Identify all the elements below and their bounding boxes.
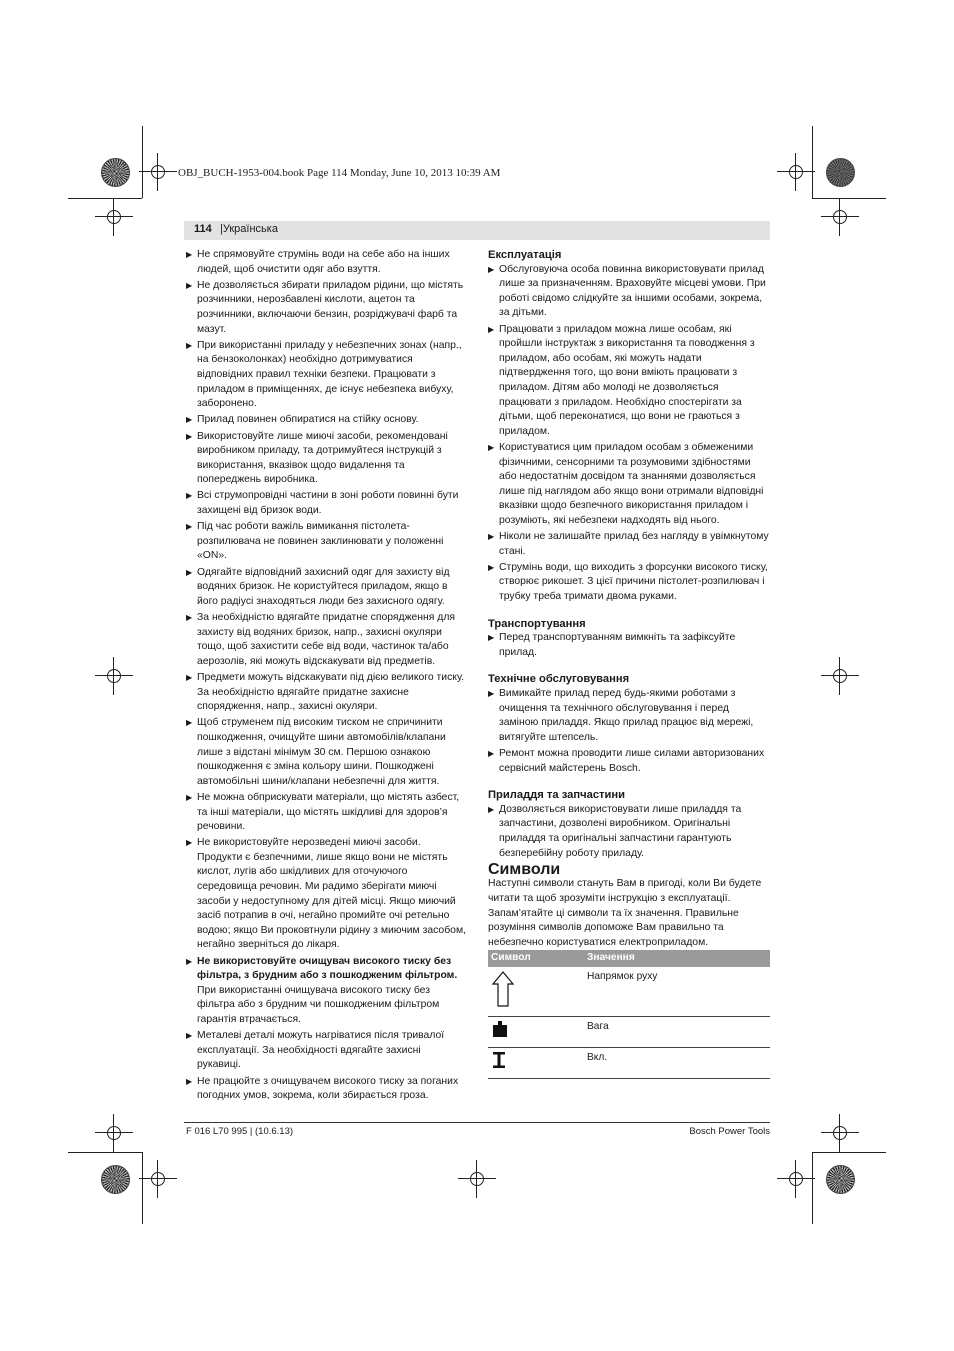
section-title-accessories: Приладдя та запчастини xyxy=(488,789,626,802)
col-header-meaning: Значення xyxy=(584,950,770,967)
list-item-text: Не використовуйте нерозведені миючі засоби. Продукти є безпечними, лише якщо вони не містять кислот, лугів або шкідливих для оточуючого середовища речовин. Ми радимо зберігати миючі засоби у недоступному для дітей місці. Якщо миючий засіб потрапив в очі, негайно промийте очі ретельно водою; якщо Ви проковтнули рідину з миючим засобом, негайно зверніться до лікаря. xyxy=(197,837,466,951)
list-item-text: Не можна обприскувати матеріали, що містять азбест, та інші матеріали, що містять шкідливі для здоров’я речовини. xyxy=(197,791,460,833)
list-item-text: Металеві деталі можуть нагріватися після тривалої експлуатації. За необхідності вдягайте захисні рукавиці. xyxy=(197,1030,445,1071)
bullet-triangle-icon: ▶ xyxy=(488,442,495,452)
symbol-cell xyxy=(488,967,584,1017)
bullet-triangle-icon: ▶ xyxy=(186,718,193,728)
list-item: ▶ Не використовуйте очищувач високого тиску без фільтра, з брудним або з пошкодженим фільтром. При використанні очищувача високого тиску без фільтра або з брудним чи пошкодженим фільтром гарантія втрачається. xyxy=(186,955,458,1025)
footer-rule xyxy=(184,1122,770,1123)
bullet-triangle-icon: ▶ xyxy=(186,613,193,622)
bullet-triangle-icon: ▶ xyxy=(186,280,193,290)
list-item xyxy=(488,687,770,745)
bullet-triangle-icon: ▶ xyxy=(186,672,193,682)
bullet-triangle-icon: ▶ xyxy=(186,567,193,577)
list-item xyxy=(186,248,466,277)
registration-mark-icon xyxy=(829,206,851,228)
list-item-text: Одягайте відповідний захисний одяг для захисту від водяних бризок. Не користуйтеся приладом, якщо в його радіусі знаходяться люди без захисного одягу. xyxy=(197,566,450,607)
list-item-text: Ремонт можна проводити лише силами авторизованих сервісний майстерень Bosch. xyxy=(499,747,765,774)
bullet-triangle-icon: ▶ xyxy=(488,633,495,643)
list-item xyxy=(186,520,466,564)
bullet-triangle-icon: ▶ xyxy=(186,431,193,441)
crop-mark xyxy=(68,1152,142,1153)
footer-brand: Bosch Power Tools xyxy=(689,1126,770,1137)
list-item xyxy=(186,430,466,488)
section-title-operation: Експлуатація xyxy=(488,249,562,261)
language-label: |Українська xyxy=(220,223,278,235)
list-item-text: Обслуговуюча особа повинна використовувати прилад лише за призначенням. Враховуйте місцеві умови. При роботі свідомо слідкуйте за іншими особами, зокрема, за дітьми. xyxy=(499,263,766,319)
color-rosette-icon xyxy=(826,158,855,187)
bullet-triangle-icon: ▶ xyxy=(186,838,193,848)
col-header-symbol: Символ xyxy=(488,950,584,967)
page-number: 114 xyxy=(194,223,212,235)
bullet-triangle-icon: ▶ xyxy=(186,1031,193,1041)
section-title-maintenance: Технічне обслуговування xyxy=(488,673,630,686)
list-item xyxy=(186,716,466,789)
list-item-text: Перед транспортуванням вимкніть та зафіксуйте прилад. xyxy=(499,632,736,658)
list-item-text: Не дозволяється збирати приладом рідини, що містять розчинники, нерозбавлені кислоти, ацетон та розчинники, включаючи бензин, розріджувачі фарб та мазут. xyxy=(197,279,464,335)
list-item xyxy=(488,561,770,605)
footer-doc-code: F 016 L70 995 | (10.6.13) xyxy=(186,1126,294,1137)
list-item xyxy=(488,747,770,776)
list-item xyxy=(186,836,466,953)
color-rosette-icon xyxy=(826,1165,855,1194)
list-item xyxy=(186,611,466,669)
list-item xyxy=(186,489,466,518)
list-item-text: Працювати з приладом можна лише особам, які пройшли інструктаж з використання та поводження з приладом, або особам, які можуть надати підтвердження того, що вони вміють працювати з приладом. Дітям або молоді не дозволяється працювати з приладом. Необхідно спостерігати за дітьми, щоб переконатися, що вони не граються з приладом. xyxy=(499,323,755,437)
list-item-text: Щоб струменем під високим тиском не спричинити пошкодження, очищуйте шини автомобілів/клапани лише з відстані мінімум 30 см. Першою ознакою пошкодження є зміна кольору шини. Пошкоджені автомобільні шини/клапани небезпечні для життя. xyxy=(197,717,446,787)
bullet-triangle-icon: ▶ xyxy=(186,250,193,259)
list-item-text: Користуватися цим приладом особам з обмеженими фізичними, сенсорними та розумовими здібностями або недостатнім досвідом та знаннями дозволяється лише під наглядом або якщо вони отримали відповідні вказівки щодо безпечного використання приладом і розуміють, які небезпеки надходять від нього. xyxy=(499,441,764,526)
crop-mark xyxy=(68,198,142,199)
list-item-text: Дозволяється використовувати лише приладдя та запчастини, дозволені виробником. Оригінальні приладдя та оригінальні запчастини гарантують безперебійну роботу приладу. xyxy=(499,803,742,859)
accessories-list xyxy=(488,803,770,861)
table-row xyxy=(488,967,770,1017)
registration-mark-icon xyxy=(103,206,125,228)
bullet-triangle-icon: ▶ xyxy=(186,415,193,425)
symbol-cell xyxy=(488,1048,584,1079)
bullet-triangle-icon: ▶ xyxy=(186,1076,193,1086)
right-column xyxy=(488,248,770,1079)
list-item xyxy=(488,631,770,660)
list-item xyxy=(186,671,466,715)
list-item-text: Вимикайте прилад перед будь-якими роботами з очищення та технічного обслуговування і перед заміною приладдя. Якщо прилад працює від мережі, витягуйте штепсель. xyxy=(499,688,754,743)
symbol-cell xyxy=(488,1017,584,1048)
registration-mark-icon xyxy=(147,1168,169,1190)
list-item xyxy=(186,791,466,835)
bullet-triangle-icon: ▶ xyxy=(488,689,495,698)
registration-mark-icon xyxy=(103,665,125,687)
bullet-triangle-icon: ▶ xyxy=(186,340,193,350)
list-item xyxy=(186,1029,466,1073)
bullet-triangle-icon: ▶ xyxy=(186,792,193,802)
color-rosette-icon xyxy=(101,158,130,187)
list-item-text: Не спрямовуйте струмінь води на себе або на інших людей, щоб очистити одяг або взуття. xyxy=(197,249,450,275)
list-item-text: Не працюйте з очищувачем високого тиску за поганих погодних умов, зокрема, коли збирається гроза. xyxy=(197,1075,459,1102)
transport-list xyxy=(488,631,770,660)
list-item xyxy=(488,323,770,440)
crop-mark xyxy=(812,1152,813,1224)
meaning-cell: Вкл. xyxy=(584,1048,770,1079)
list-item xyxy=(488,263,770,321)
list-item-text: Струмінь води, що виходить з форсунки високого тиску, створює рикошет. З цієї причини пістолет-розпилювач і трубку треба тримати двома руками. xyxy=(499,561,768,603)
registration-mark-icon xyxy=(785,161,807,183)
list-item-text: Предмети можуть відскакувати під дією великого тиску. За необхідністю вдягайте придатне захисне спорядження, напр., захисні окуляри. xyxy=(197,671,464,713)
list-item-text: Використовуйте лише миючі засоби, рекомендовані виробником приладу, та дотримуйтеся інструкцій з використання, вказівок щодо видалення та попереджень виробника. xyxy=(197,430,448,486)
operation-list xyxy=(488,263,770,605)
list-item-text: Під час роботи важіль вимикання пістолета-розпилювача не повинен заклинювати у положенні «ON». xyxy=(197,521,444,562)
registration-mark-icon xyxy=(147,161,169,183)
list-item-text: Ніколи не залишайте прилад без нагляду в увімкнутому стані. xyxy=(499,531,769,557)
bullet-triangle-icon: ▶ xyxy=(186,522,193,532)
bullet-triangle-icon: ▶ xyxy=(186,956,193,966)
registration-mark-icon xyxy=(829,1122,851,1144)
bullet-triangle-icon: ▶ xyxy=(488,532,495,542)
symbols-intro: Наступні символи стануть Вам в пригоді, коли Ви будете читати та щоб зрозуміти інструкцію з експлуатації. Запам’ятайте ці символи та їх значення. Правильне розуміння символів допоможе Вам правильно та небезпечно користуватися електроприладом. xyxy=(488,878,762,948)
maintenance-list xyxy=(488,687,770,776)
bullet-triangle-icon: ▶ xyxy=(488,264,495,274)
crop-mark xyxy=(812,126,813,198)
table-row xyxy=(488,1017,770,1048)
list-item-text: Всі струмопровідні частини в зоні роботи повинні бути захищені від бризок води. xyxy=(197,490,459,517)
bullet-triangle-icon: ▶ xyxy=(488,748,495,758)
list-item xyxy=(488,530,770,559)
book-info-line: OBJ_BUCH-1953-004.book Page 114 Monday, June 10, 2013 10:39 AM xyxy=(178,167,501,179)
list-item xyxy=(488,803,770,861)
bullet-triangle-icon: ▶ xyxy=(186,491,193,501)
table-row xyxy=(488,1048,770,1079)
direction-arrow-icon xyxy=(491,970,515,1008)
on-switch-icon xyxy=(491,1051,507,1069)
list-item xyxy=(488,441,770,529)
registration-mark-icon xyxy=(466,1168,488,1190)
list-item xyxy=(186,566,466,610)
section-title-transport: Транспортування xyxy=(488,617,586,630)
registration-mark-icon xyxy=(829,665,851,687)
list-item-text: При використанні приладу у небезпечних зонах (напр., на бензоколонках) необхідно дотримуватися відповідних правил техніки безпеки. Працювати з приладом в приміщеннях, де існує небезпека вибуху, заборонено. xyxy=(197,339,462,410)
left-column xyxy=(186,248,466,1105)
weight-icon xyxy=(491,1020,509,1038)
crop-mark xyxy=(142,126,143,198)
registration-mark-icon xyxy=(103,1122,125,1144)
bullet-triangle-icon: ▶ xyxy=(488,562,495,572)
bullet-triangle-icon: ▶ xyxy=(488,324,495,334)
symbols-table xyxy=(488,950,770,1078)
bullet-triangle-icon: ▶ xyxy=(488,804,495,814)
crop-mark xyxy=(142,1152,143,1224)
symbols-heading: Символи xyxy=(488,860,561,878)
crop-mark xyxy=(812,198,886,199)
page-header xyxy=(184,221,770,240)
safety-list xyxy=(186,248,466,953)
list-item xyxy=(186,279,466,337)
color-rosette-icon xyxy=(101,1165,130,1194)
list-item-text: За необхідністю вдягайте придатне спорядження для захисту від водяних бризок, напр., захисні окуляри тощо, щоб захистити себе від води, частинок та/або аерозолів, які можуть відскакувати від предметів. xyxy=(197,612,456,667)
list-item xyxy=(186,413,466,428)
meaning-cell: Вага xyxy=(584,1017,770,1048)
list-item xyxy=(186,1075,466,1104)
registration-mark-icon xyxy=(785,1168,807,1190)
crop-mark xyxy=(812,1152,886,1153)
list-item-text: Прилад повинен обпиратися на стійку основу. xyxy=(197,414,419,426)
list-item xyxy=(186,339,466,412)
meaning-cell: Напрямок руху xyxy=(584,967,770,1017)
safety-list-end xyxy=(186,1029,466,1104)
